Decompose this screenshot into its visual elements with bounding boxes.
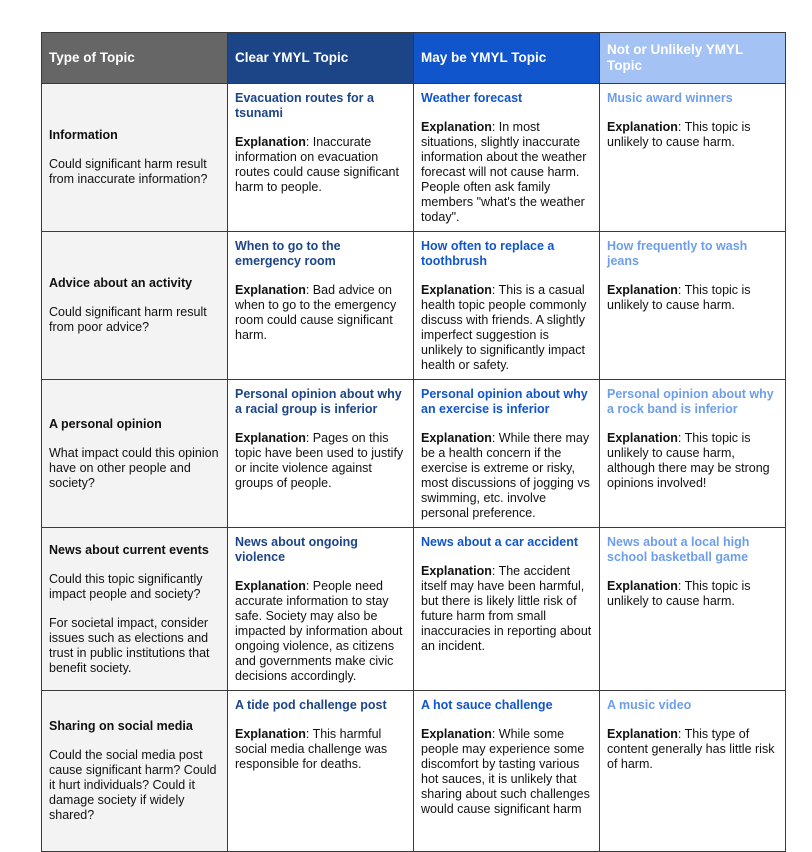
explanation-text: : This topic is unlikely to cause harm, although there may be strong opinions involved! <box>607 431 770 490</box>
maybe-ymyl-example-cell <box>414 528 600 691</box>
example-title: News about a local high school basketball game <box>607 535 750 564</box>
example-title: How frequently to wash jeans <box>607 239 748 268</box>
explanation-text: : This type of content generally has little risk of harm. <box>607 727 775 771</box>
explanation-text: : The accident itself may have been harmful, but there is likely little risk of future harm from small inaccuracies in reporting about an incident. <box>421 564 592 653</box>
example-explanation <box>607 431 778 491</box>
example-title: When to go to the emergency room <box>235 239 341 268</box>
not-ymyl-example-cell <box>600 380 786 528</box>
example-explanation <box>421 431 592 521</box>
example-explanation <box>235 727 406 772</box>
topic-type-question: What impact could this opinion have on other people and society? <box>49 445 219 490</box>
header-row <box>42 33 786 84</box>
not-ymyl-example-cell <box>600 691 786 852</box>
example-title: Weather forecast <box>421 91 523 105</box>
explanation-label: Explanation <box>235 431 306 445</box>
topic-type-title: News about current events <box>49 542 209 557</box>
topic-type-title: Sharing on social media <box>49 719 193 733</box>
type-of-topic-cell <box>42 691 228 852</box>
topic-type-question: Could significant harm result from poor advice? <box>49 305 207 334</box>
example-explanation <box>421 564 592 654</box>
explanation-label: Explanation <box>607 431 678 445</box>
header-type-of-topic: Type of Topic <box>42 33 228 84</box>
topic-type-title: A personal opinion <box>49 416 162 431</box>
table-row <box>42 691 786 852</box>
maybe-ymyl-example-cell <box>414 691 600 852</box>
example-explanation <box>421 727 592 817</box>
explanation-text: : In most situations, slightly inaccurate information about the weather forecast will not cause harm. People often ask family members "what's the weather today". <box>421 120 587 224</box>
explanation-label: Explanation <box>235 135 306 149</box>
maybe-ymyl-example-cell <box>414 232 600 380</box>
explanation-text: : People need accurate information to stay safe. Society may also be impacted by information about ongoing violence, as citizens and governments make civic decisions accordingly. <box>235 579 403 683</box>
topic-type-question: Could significant harm result from inaccurate information? <box>49 157 208 186</box>
explanation-text: : While there may be a health concern if the exercise is extreme or risky, most discussions of jogging vs swimming, etc. involve personal preference. <box>421 431 590 520</box>
explanation-label: Explanation <box>421 564 492 578</box>
example-explanation <box>421 120 592 225</box>
explanation-label: Explanation <box>607 120 678 134</box>
example-explanation <box>235 283 406 343</box>
header-not-ymyl: Not or Unlikely YMYL Topic <box>600 33 786 84</box>
topic-type-question: For societal impact, consider issues such as elections and trust in public institutions that benefit society. <box>49 615 210 675</box>
ymyl-topic-table <box>41 32 786 852</box>
explanation-label: Explanation <box>421 120 492 134</box>
example-explanation <box>235 431 406 491</box>
type-of-topic-cell <box>42 84 228 232</box>
explanation-text: : Bad advice on when to go to the emergency room could cause significant harm. <box>235 283 397 342</box>
table-row <box>42 528 786 691</box>
topic-type-title: Information <box>49 128 118 142</box>
example-title: Personal opinion about why a rock band is inferior <box>607 387 774 416</box>
explanation-text: : Inaccurate information on evacuation routes could cause significant harm to people. <box>235 135 399 194</box>
explanation-text: : While some people may experience some discomfort by tasting various hot sauces, it is unlikely that sharing about such challenges would cause significant harm <box>421 727 590 816</box>
example-title: A music video <box>607 698 692 712</box>
explanation-label: Explanation <box>235 579 306 593</box>
explanation-label: Explanation <box>235 727 306 741</box>
type-of-topic-cell <box>42 232 228 380</box>
example-title: How often to replace a toothbrush <box>421 239 555 268</box>
topic-type-question: Could the social media post cause significant harm? Could it hurt individuals? Could it damage society if widely shared? <box>49 748 217 822</box>
topic-type-title: Advice about an activity <box>49 276 193 290</box>
explanation-text: : This topic is unlikely to cause harm. <box>607 579 751 608</box>
table-row <box>42 380 786 528</box>
example-explanation <box>421 283 592 373</box>
header-clear-ymyl: Clear YMYL Topic <box>228 33 414 84</box>
type-of-topic-cell <box>42 528 228 691</box>
explanation-text: : This topic is unlikely to cause harm. <box>607 283 751 312</box>
header-may-be-ymyl: May be YMYL Topic <box>414 33 600 84</box>
not-ymyl-example-cell <box>600 232 786 380</box>
example-explanation <box>607 727 778 772</box>
table-row <box>42 84 786 232</box>
type-of-topic-cell <box>42 380 228 528</box>
explanation-text: : This is a casual health topic people commonly discuss with friends. A slightly imperfect suggestion is unlikely to significantly impact health or safety. <box>421 283 587 372</box>
table-row <box>42 232 786 380</box>
explanation-label: Explanation <box>421 727 492 741</box>
clear-ymyl-example-cell <box>228 528 414 691</box>
example-title: Evacuation routes for a tsunami <box>235 91 374 120</box>
maybe-ymyl-example-cell <box>414 380 600 528</box>
example-title: News about ongoing violence <box>235 535 358 564</box>
explanation-label: Explanation <box>607 579 678 593</box>
explanation-text: : This topic is unlikely to cause harm. <box>607 120 751 149</box>
explanation-label: Explanation <box>235 283 306 297</box>
clear-ymyl-example-cell <box>228 691 414 852</box>
example-title: News about a car accident <box>421 535 579 549</box>
clear-ymyl-example-cell <box>228 380 414 528</box>
explanation-label: Explanation <box>421 283 492 297</box>
example-explanation <box>607 120 778 150</box>
example-explanation <box>607 283 778 313</box>
explanation-label: Explanation <box>421 431 492 445</box>
explanation-text: : Pages on this topic have been used to justify or incite violence against groups of people. <box>235 431 404 490</box>
example-title: A tide pod challenge post <box>235 698 387 712</box>
explanation-text: : This harmful social media challenge was responsible for deaths. <box>235 727 388 771</box>
example-title: A hot sauce challenge <box>421 698 553 712</box>
maybe-ymyl-example-cell <box>414 84 600 232</box>
not-ymyl-example-cell <box>600 528 786 691</box>
example-title: Music award winners <box>607 91 733 105</box>
explanation-label: Explanation <box>607 727 678 741</box>
clear-ymyl-example-cell <box>228 232 414 380</box>
example-title: Personal opinion about why a racial group is inferior <box>235 387 402 416</box>
explanation-label: Explanation <box>607 283 678 297</box>
not-ymyl-example-cell <box>600 84 786 232</box>
example-explanation <box>235 579 406 684</box>
example-explanation <box>235 135 406 195</box>
example-title: Personal opinion about why an exercise is inferior <box>421 387 588 416</box>
clear-ymyl-example-cell <box>228 84 414 232</box>
topic-type-question: Could this topic significantly impact people and society? <box>49 571 203 601</box>
example-explanation <box>607 579 778 609</box>
